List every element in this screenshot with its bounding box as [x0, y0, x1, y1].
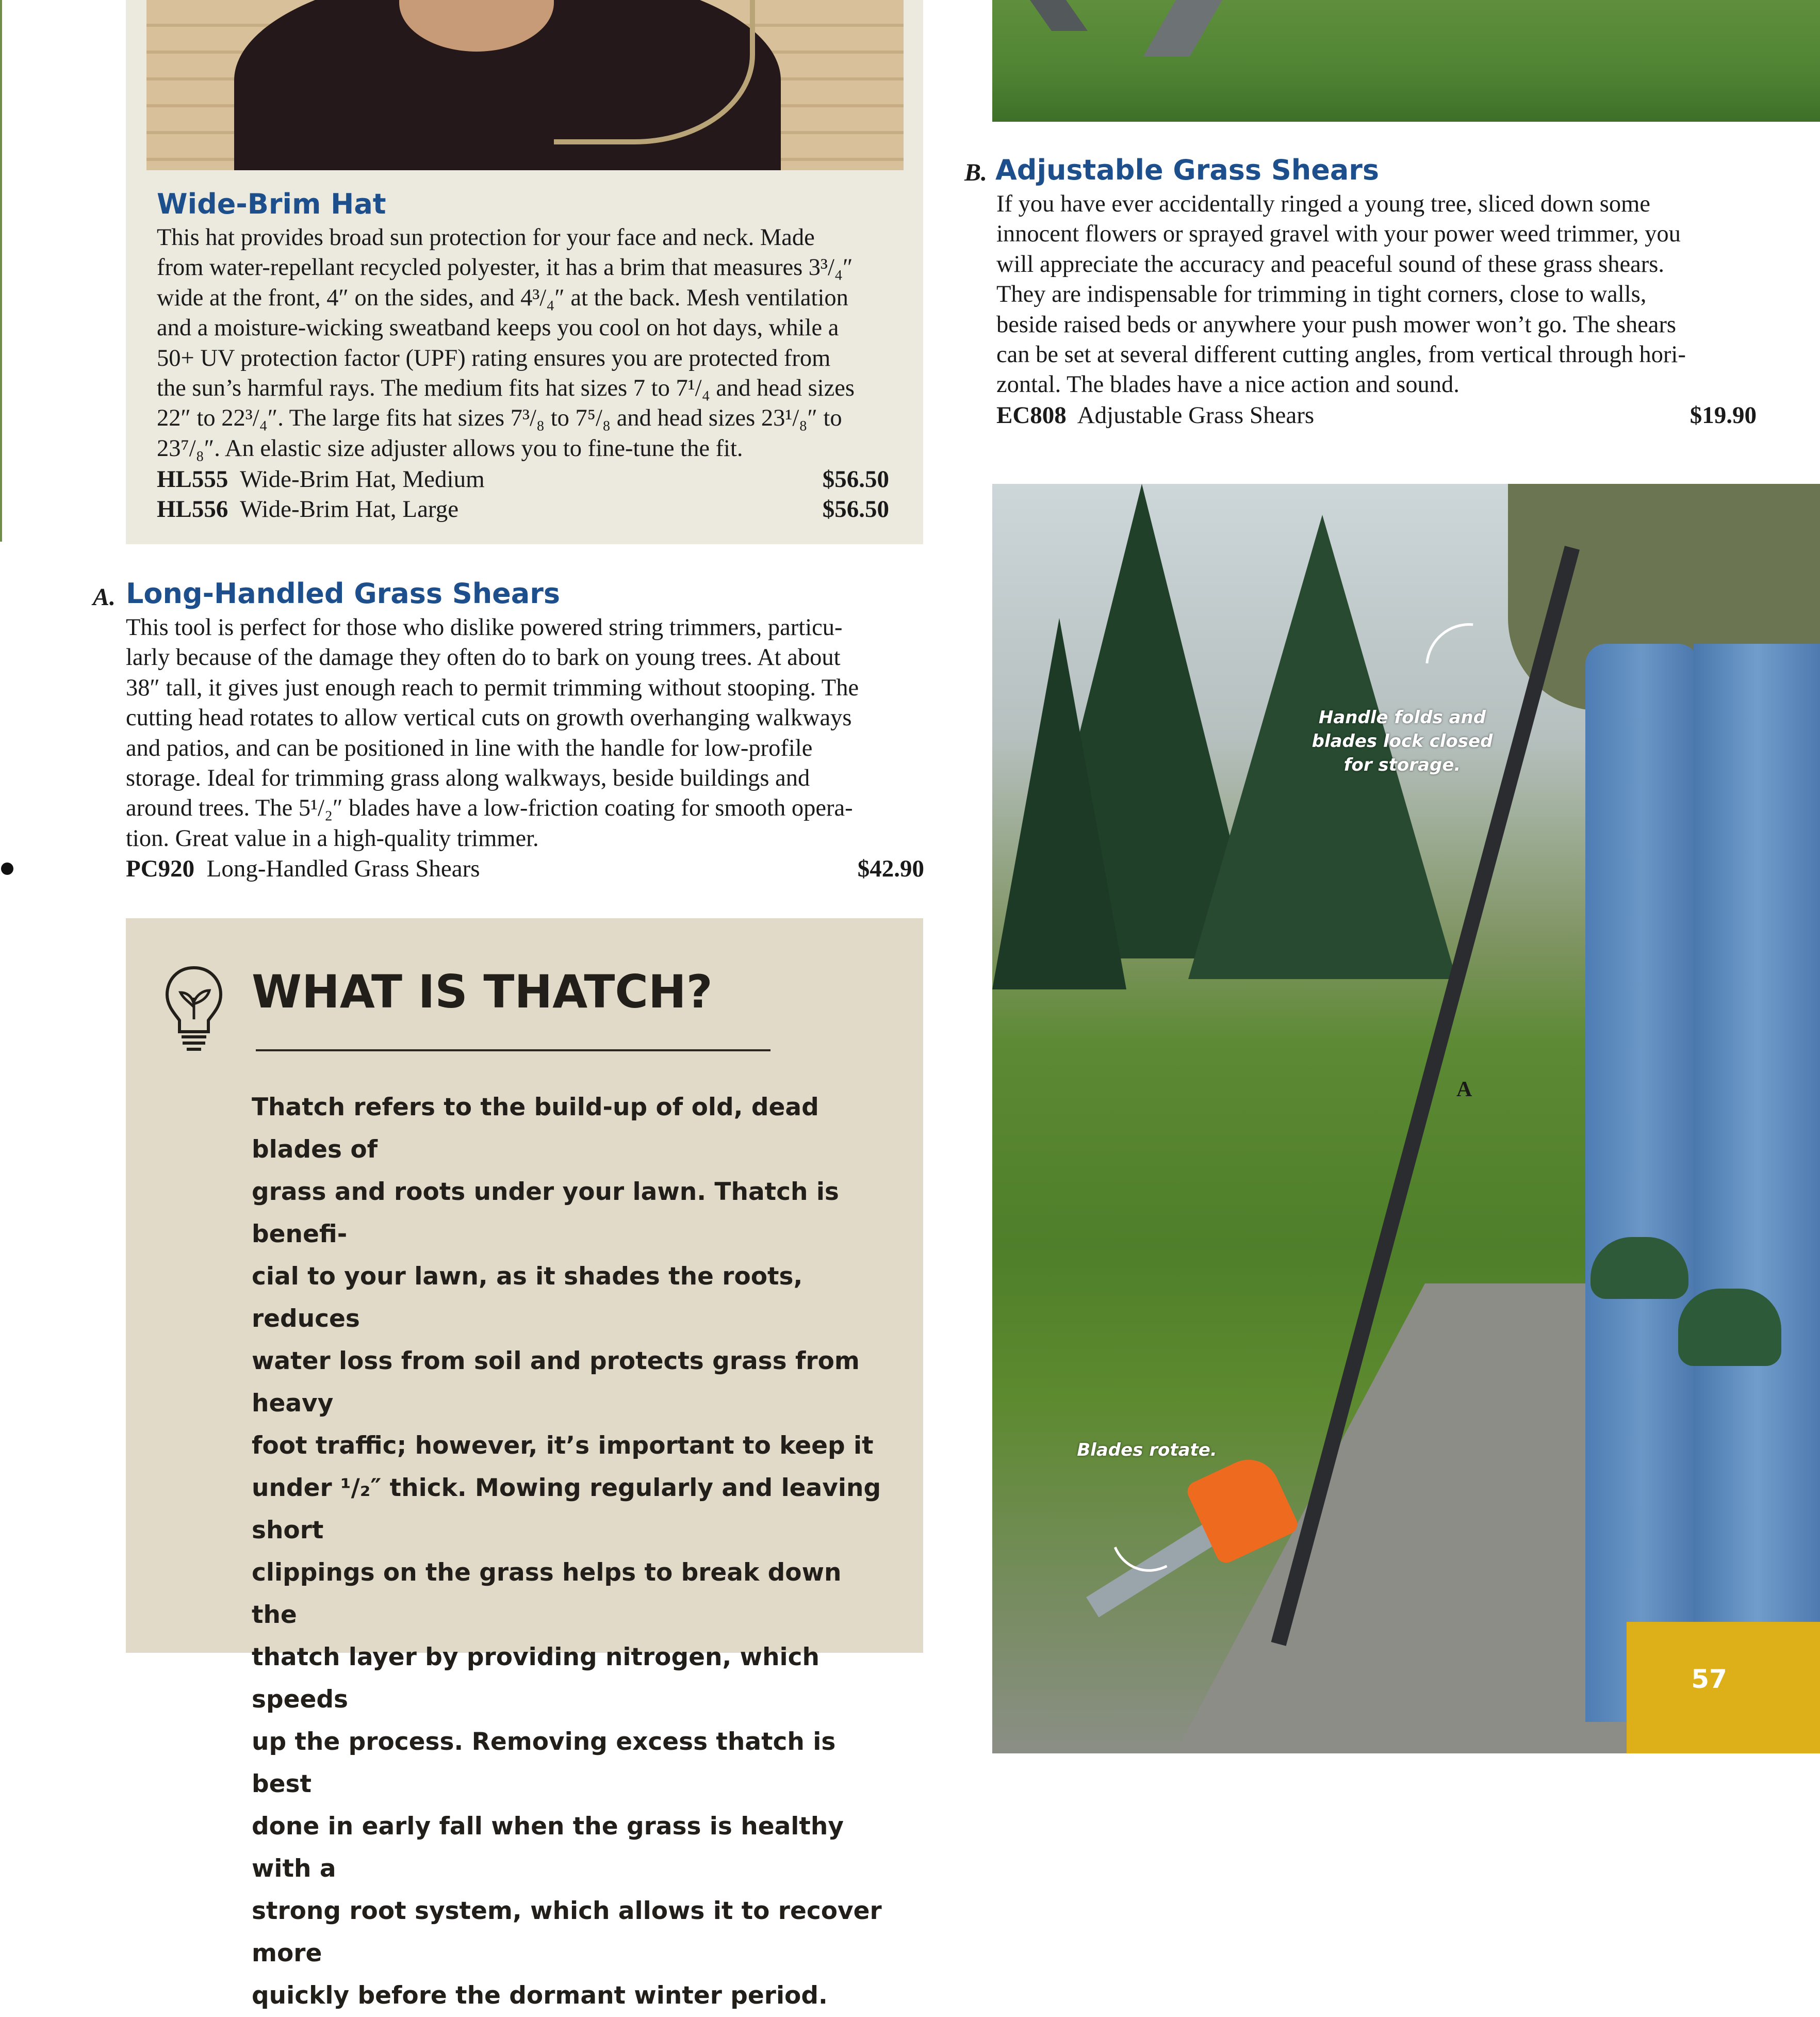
shears-a-line: 38″ tall, it gives just enough reach to permit trimming without stooping. The — [126, 674, 859, 701]
margin-bullet — [1, 863, 13, 875]
shears-b-line: zontal. The blades have a nice action and sound. — [996, 371, 1460, 398]
thatch-line: up the process. Removing excess thatch is best — [252, 1728, 836, 1798]
sku-name: Wide-Brim Hat, Large — [240, 496, 459, 523]
shears-b-sku — [996, 400, 1757, 430]
hat-sku-list — [157, 464, 889, 525]
shears-a-sku — [126, 854, 924, 884]
thatch-line: clippings on the grass helps to break down the — [252, 1558, 842, 1629]
callout-blades: Blades rotate. — [1077, 1440, 1217, 1460]
thatch-line: under ¹/₂″ thick. Mowing regularly and leaving short — [252, 1474, 881, 1544]
shears-b-line: If you have ever accidentally ringed a young tree, sliced down some — [996, 191, 1650, 217]
thatch-divider — [256, 1049, 770, 1051]
thatch-line: done in early fall when the grass is healthy with a — [252, 1812, 844, 1883]
sku-row — [126, 854, 924, 884]
sku-row — [996, 400, 1757, 430]
photo-label-a: A — [1456, 1078, 1472, 1101]
shears-b-line: will appreciate the accuracy and peaceful sound of these grass shears. — [996, 251, 1664, 278]
shears-a-line: tion. Great value in a high-quality trimmer. — [126, 825, 539, 852]
shears-a-line: around trees. The 5¹/₂″ blades have a low-friction coating for smooth opera- — [126, 795, 853, 822]
thatch-line: grass and roots under your lawn. Thatch is benefi- — [252, 1178, 839, 1248]
thatch-title: WHAT IS THATCH? — [252, 965, 713, 1018]
left-edge-strip — [0, 0, 2, 542]
hat-line: and a moisture-wicking sweatband keeps you cool on hot days, while a — [157, 315, 839, 341]
item-letter-b: B. — [964, 159, 988, 186]
sku-code: HL555 — [157, 466, 228, 493]
hat-line: 23⁷/₈″. An elastic size adjuster allows you to fine-tune the fit. — [157, 435, 743, 462]
thatch-line: strong root system, which allows it to recover more — [252, 1897, 882, 1967]
sku-code: PC920 — [126, 855, 195, 882]
thatch-line: thatch layer by providing nitrogen, which speeds — [252, 1643, 819, 1714]
sku-price: $56.50 — [822, 496, 889, 523]
thatch-line: foot traffic; however, it’s important to keep it — [252, 1432, 874, 1460]
shears-b-title: Adjustable Grass Shears — [995, 154, 1380, 186]
shears-b-line: can be set at several different cutting angles, from vertical through hori- — [996, 341, 1686, 368]
shears-b-line: innocent flowers or sprayed gravel with your power weed trimmer, you — [996, 221, 1681, 248]
item-letter-a: A. — [93, 583, 116, 611]
thatch-line: Thatch refers to the build-up of old, dead blades of — [252, 1093, 819, 1164]
sku-price: $19.90 — [1690, 402, 1757, 429]
hat-line: the sun’s harmful rays. The medium fits hat sizes 7 to 7¹/₄ and head sizes — [157, 375, 855, 402]
thatch-line: cial to your lawn, as it shades the roots, reduces — [252, 1262, 803, 1333]
hat-line: This hat provides broad sun protection for your face and neck. Made — [157, 224, 815, 251]
sku-price: $42.90 — [857, 855, 924, 882]
long-handled-shears-photo — [992, 484, 1820, 1753]
thatch-body — [252, 1086, 891, 2017]
page-number: 57 — [1691, 1664, 1727, 1694]
hat-title: Wide-Brim Hat — [157, 188, 386, 220]
hat-line: wide at the front, 4″ on the sides, and 4³/₄″ at the back. Mesh ventilation — [157, 284, 848, 311]
sku-row — [157, 464, 889, 494]
hat-line: from water-repellant recycled polyester, it has a brim that measures 3³/₄″ — [157, 254, 853, 281]
thatch-line: quickly before the dormant winter period. — [252, 1981, 828, 2010]
lightbulb-icon — [163, 964, 225, 1054]
shears-a-title: Long-Handled Grass Shears — [126, 577, 560, 610]
sku-code: EC808 — [996, 402, 1067, 429]
callout-line: blades lock closed — [1311, 731, 1493, 752]
sku-row — [157, 494, 889, 524]
shears-b-line: beside raised beds or anywhere your push mower won’t go. The shears — [996, 311, 1677, 338]
sku-name: Wide-Brim Hat, Medium — [240, 466, 485, 493]
callout-line: for storage. — [1343, 755, 1461, 775]
thatch-line: water loss from soil and protects grass from heavy — [252, 1347, 860, 1418]
sku-name: Long-Handled Grass Shears — [206, 855, 480, 882]
adjustable-shears-photo — [992, 0, 1820, 122]
shears-a-description — [126, 613, 930, 854]
callout-line: Handle folds and — [1318, 707, 1486, 728]
hat-line: 22″ to 22³/₄″. The large fits hat sizes 7³/₈ to 7⁵/₈ and head sizes 23¹/₈″ to — [157, 405, 842, 432]
sku-name: Adjustable Grass Shears — [1077, 402, 1315, 429]
shears-a-line: cutting head rotates to allow vertical cuts on growth overhanging walkways — [126, 705, 852, 731]
shears-a-line: storage. Ideal for trimming grass along walkways, beside buildings and — [126, 765, 810, 792]
shears-a-line: and patios, and can be positioned in line with the handle for low-profile — [126, 735, 813, 761]
shears-b-line: They are indispensable for trimming in tight corners, close to walls, — [996, 281, 1647, 308]
shears-a-line: This tool is perfect for those who dislike powered string trimmers, particu- — [126, 614, 843, 641]
hat-description — [157, 223, 899, 464]
sku-price: $56.50 — [822, 466, 889, 493]
shears-a-line: larly because of the damage they often do to bark on young trees. At about — [126, 644, 841, 671]
hat-line: 50+ UV protection factor (UPF) rating ensures you are protected from — [157, 345, 831, 371]
callout-handle — [1286, 706, 1518, 777]
sku-code: HL556 — [157, 496, 228, 523]
hat-photo — [146, 0, 904, 170]
shears-b-description — [996, 189, 1780, 400]
